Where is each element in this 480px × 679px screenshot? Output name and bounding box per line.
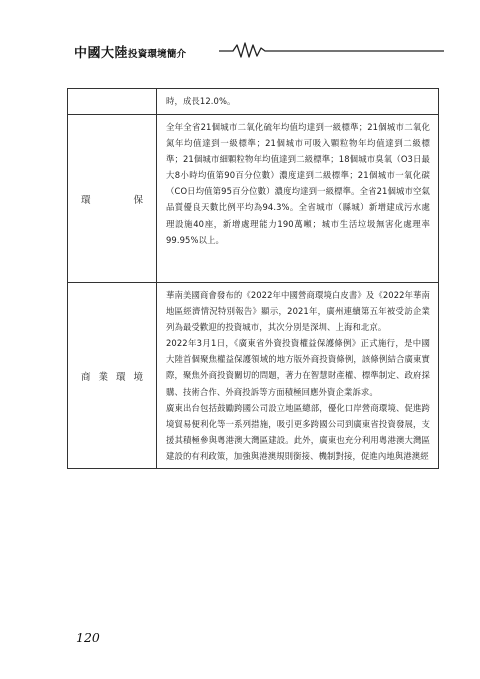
header-title-sub: 投資環境簡介 xyxy=(128,49,187,60)
row-label xyxy=(68,89,157,115)
row-content xyxy=(157,89,439,115)
row-content xyxy=(157,283,439,469)
paragraph: 廣東出台包括鼓勵跨國公司設立地區總部，優化口岸營商環境、促進跨境貿易便利化等一系列措施，吸引更多跨國公司到廣東省投資發展，支援其積極參與粵港澳大灣區建設。此外，廣東也充分利用粵港澳大灣區建設的有利政策，加強與港澳規則銜接、機制對接，促進內地與港澳經 xyxy=(166,402,430,461)
paragraph: 時，成長12.0%。 xyxy=(166,96,236,106)
table-row xyxy=(68,115,439,283)
info-table xyxy=(67,88,439,469)
row-label: 商業環境 xyxy=(68,283,157,469)
row-label: 環保 xyxy=(68,115,157,283)
running-header xyxy=(74,40,444,62)
paragraph: 華南美國商會發布的《2022年中國營商環境白皮書》及《2022年華南地區經濟情況特別報告》顯示，2021年，廣州連續第五年被受訪企業列為最受歡迎的投資城市，其次分別是深圳、上海和北京。 xyxy=(166,290,430,333)
paragraph: 全年全省21個城市二氧化硫年均值均達到一級標準；21個城市二氧化氮年均值達到一級標準；21個城市可吸入顆粒物年均值達到二級標準；21個城市細顆粒物年均值達到二級標準；18個城市臭氧（O3日最大8小時均值第90百分位數）濃度達到二級標準；21個城市一氧化碳（CO日均值第95百分位數）濃度均達到一級標準。全省21個城市空氣品質優良天數比例平均為94.3%。全省城市（縣城）新增建成污水處理設施40座，新增處理能力190萬噸；城市生活垃圾無害化處理率99.95%以上。 xyxy=(166,122,430,245)
page-number: 120 xyxy=(76,630,100,645)
row-content xyxy=(157,115,439,283)
paragraph: 2022年3月1日，《廣東省外資投資權益保護條例》正式施行，是中國大陸首個聚焦權益保護領域的地方版外商投資條例，該條例結合廣東實際，聚焦外商投資關切的問題，著力在智慧財產權、標準制定、政府採購、技術合作、外商投訴等方面積極回應外資企業訴求。 xyxy=(166,338,430,397)
header-title xyxy=(74,42,186,61)
header-title-main: 中國大陸 xyxy=(74,46,129,61)
table-row xyxy=(68,89,439,115)
heartbeat-line-icon xyxy=(219,40,444,60)
table-row xyxy=(68,283,439,469)
